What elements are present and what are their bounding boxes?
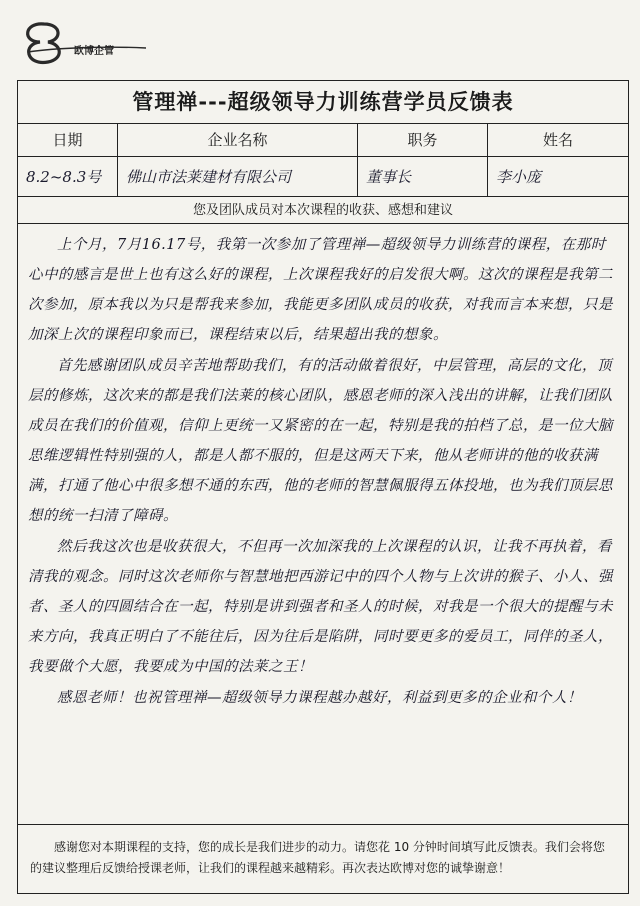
logo-text: 欧博企管	[74, 46, 114, 57]
form-title: 管理禅---超级领导力训练营学员反馈表	[132, 90, 514, 114]
position-header: 职务	[358, 124, 488, 156]
name-value: 李小庞	[496, 168, 542, 186]
feedback-body	[18, 224, 628, 825]
feedback-paragraph: 首先感谢团队成员辛苦地帮助我们，有的活动做着很好，中层管理，高层的文化，顶层的修炼，这次来的都是我们法莱的核心团队，感恩老师的深入浅出的讲解，让我们团队成员在我们的价值观，信仰上更统一又紧密的在一起，特别是我的拍档了总，是一位大脑思维逻辑性特别强的人，都是人都不服的，但是这两天下来，他从老师讲的他的收获满满，打通了他心中很多想不通的东西，他的老师的智慧佩服得五体投地，也为我们顶层思想的统一扫清了障碍。	[28, 358, 613, 524]
company-header: 企业名称	[118, 124, 358, 156]
footer-note: 感谢您对本期课程的支持，您的成长是我们进步的动力。请您花 10 分钟时间填写此反馈表。我们会将您的建议整理后反馈给授课老师，让我们的课程越来越精彩。再次表达欧博对您的诚挚谢意！	[30, 840, 605, 875]
date-value: 8.2~8.3号	[18, 157, 118, 196]
section-title: 您及团队成员对本次课程的收获、感想和建议	[192, 203, 453, 218]
form-title-row	[18, 81, 628, 124]
position-value: 董事长	[358, 157, 488, 196]
company-logo	[14, 14, 154, 70]
name-header: 姓名	[542, 131, 573, 149]
date-header: 日期	[18, 124, 118, 156]
feedback-paragraph: 感恩老师！也祝管理禅—超级领导力课程越办越好，利益到更多的企业和个人！	[57, 690, 582, 706]
feedback-form	[17, 80, 629, 894]
company-value: 佛山市法莱建材有限公司	[118, 157, 358, 196]
section-title-row	[18, 197, 628, 224]
header-row	[18, 124, 628, 157]
value-row	[18, 157, 628, 197]
feedback-paragraph: 上个月，7月16.17号，我第一次参加了管理禅—超级领导力训练营的课程，在那时心中的感言是世上也有这么好的课程，上次课程我好的启发很大啊。这次的课程是我第二次参加，原本我以为只是帮我来参加，我能更多团队成员的收获，对我而言本来想，只是加深上次的课程印象而已，课程结束以后，结果超出我的想象。	[28, 237, 613, 343]
feedback-paragraph: 然后我这次也是收获很大，不但再一次加深我的上次课程的认识，让我不再执着，看清我的观念。同时这次老师你与智慧地把西游记中的四个人物与上次讲的猴子、小人、强者、圣人的四圆结合在一起，特别是讲到强者和圣人的时候，对我是一个很大的提醒与未来方向，我真正明白了不能往后，因为往后是陷阱，同时要更多的爱员工，同伴的圣人，我要做个大愿，我要成为中国的法莱之王！	[28, 539, 613, 675]
